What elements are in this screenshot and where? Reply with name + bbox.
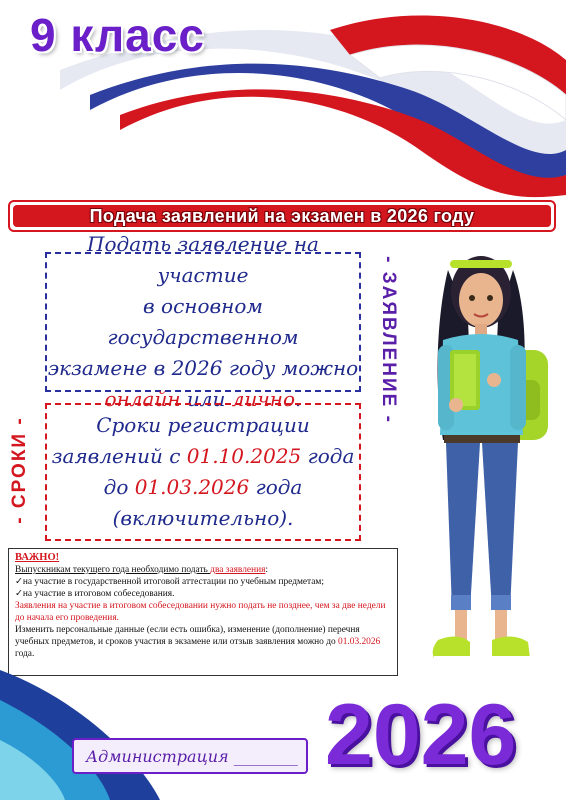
year-display: 2026	[325, 687, 517, 783]
personal-text: лично	[231, 387, 296, 411]
dot-text: .	[295, 387, 302, 411]
student-girl-icon	[398, 240, 566, 690]
box2-line2-pre: заявлений с	[51, 444, 187, 468]
date-to: 01.03.2026	[134, 475, 250, 499]
side-label-deadlines	[0, 395, 40, 545]
notice-p3-post: года.	[15, 649, 35, 659]
page-title: 9 класс	[30, 9, 205, 61]
notice-heading: ВАЖНО!	[15, 552, 60, 563]
deadlines-box	[45, 403, 361, 541]
or-text: или	[180, 387, 232, 411]
application-info-box	[45, 232, 361, 411]
banner-text: Подача заявлений на экзамен в 2026 году	[89, 205, 475, 226]
administration-label: Администрация ________	[86, 746, 298, 766]
box1-line1: Подать заявление на участие	[87, 232, 319, 287]
notice-p1-pre: Выпускникам текущего года необходимо подать	[15, 565, 211, 575]
side-label-right-text: - ЗАЯВЛЕНИЕ -	[377, 256, 399, 424]
online-text: онлайн	[104, 387, 181, 411]
notice-item1: ✓на участие в государственной итоговой аттестации по учебным предметам;	[15, 577, 324, 587]
box1-line3: экзамене в 2026 году можно	[47, 356, 359, 380]
side-label-left-text: - СРОКИ -	[9, 416, 31, 524]
notice-p1-red: два заявления	[210, 565, 266, 575]
notice-p3-date: 01.03.2026	[338, 637, 381, 647]
headline-banner	[8, 200, 556, 232]
notice-p1	[15, 564, 391, 576]
box2-line3	[52, 472, 355, 503]
notice-p2: Заявления на участие в итоговом собеседовании нужно подать не позднее, чем за две недели до начала его проведения.	[15, 601, 386, 623]
box2-line1: Сроки регистрации	[96, 413, 310, 437]
notice-p3-pre: Изменить персональные данные (если есть ошибка), изменение (дополнение) перечня учебных предметов, и сроков участия в экзамене или отзыв заявления можно до	[15, 625, 360, 647]
administration-signature-box	[72, 738, 308, 774]
notice-item2: ✓на участие в итоговом собеседования.	[15, 589, 175, 599]
date-from: 01.10.2025	[186, 444, 302, 468]
box2-line4: (включительно).	[112, 506, 294, 530]
box2-line3-post: года	[249, 475, 303, 499]
box2-line2	[52, 441, 355, 472]
box1-line2: в основном государственном	[107, 294, 299, 349]
notice-p1-post: :	[265, 565, 269, 575]
box2-line3-pre: до	[103, 475, 135, 499]
box2-line2-post: года	[301, 444, 355, 468]
